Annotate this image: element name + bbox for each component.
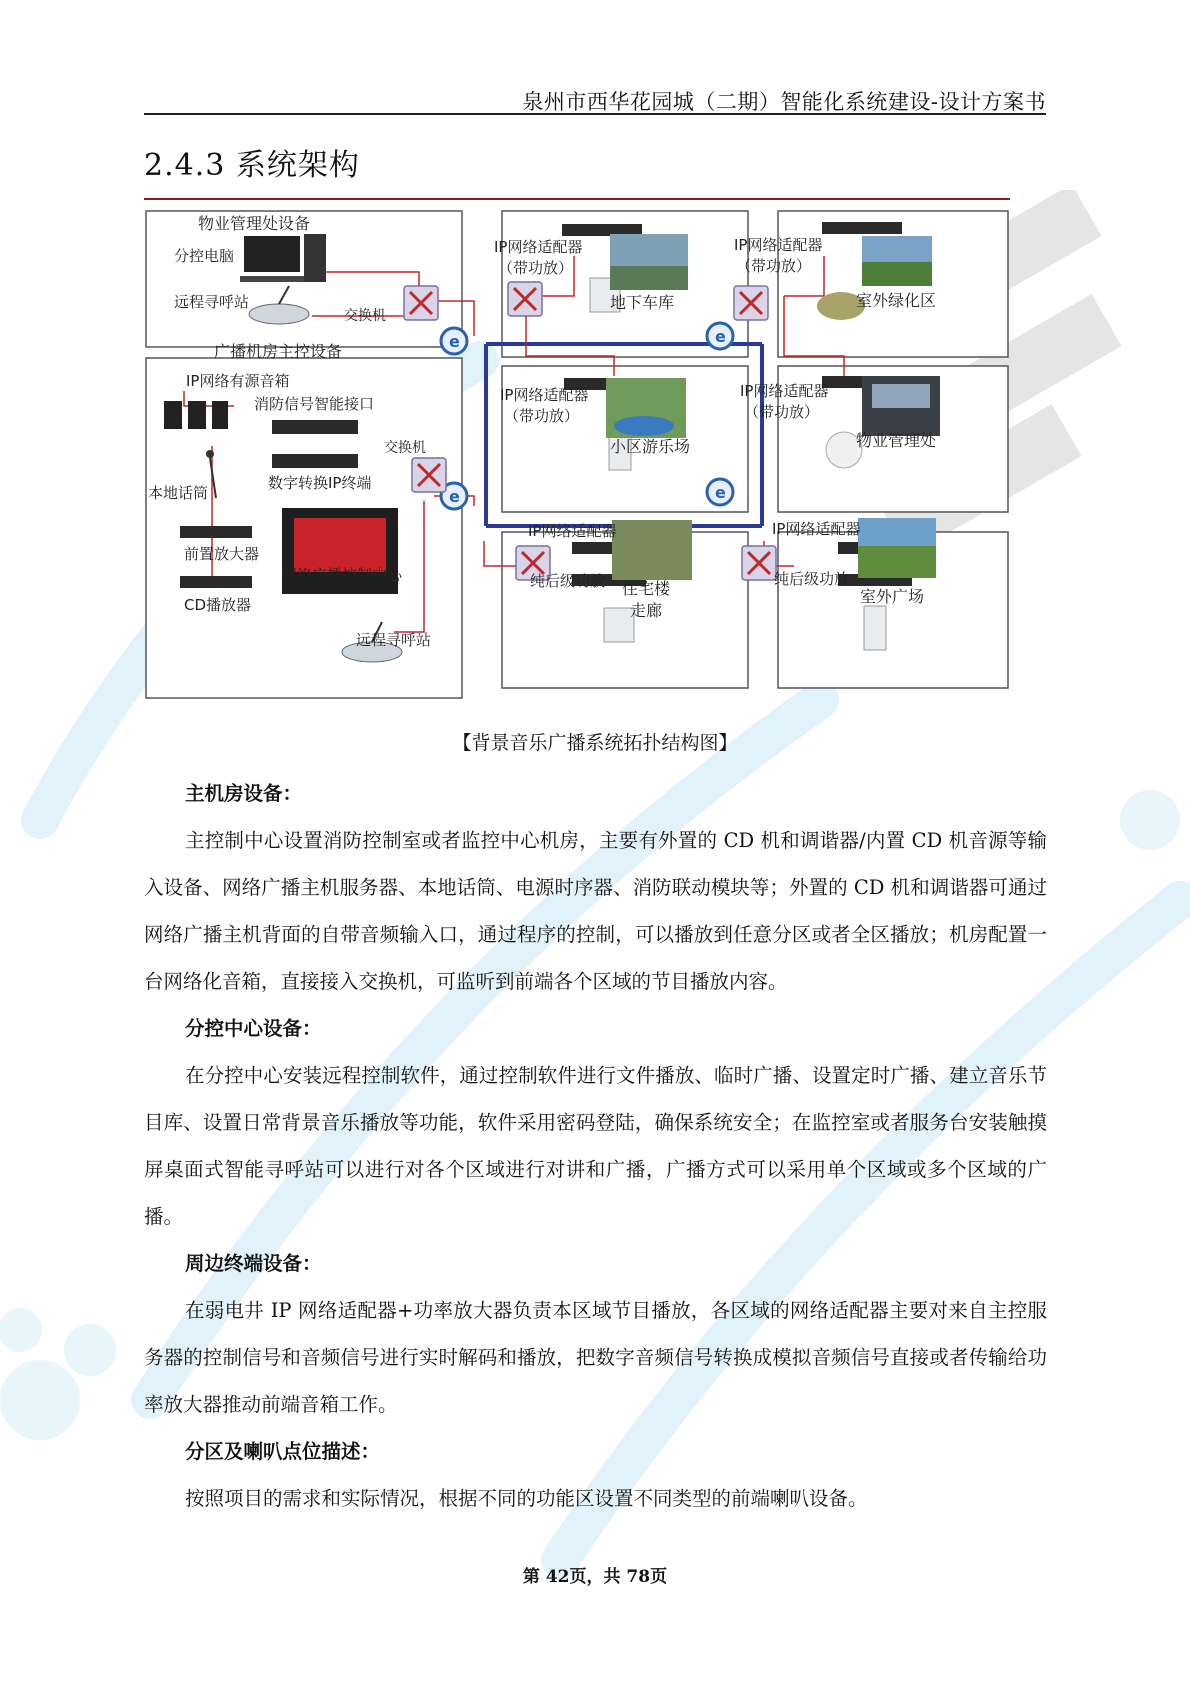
- cd-player-icon: [180, 576, 252, 588]
- switch-icon-4: [734, 286, 768, 320]
- branch-pc-label: 分控电脑: [174, 247, 235, 265]
- switch-icon-1: [404, 286, 438, 320]
- para-main-room: 主控制中心设置消防控制室或者监控中心机房，主要有外置的 CD 机和调谐器/内置 CD 机音源等输入设备、网络广播主机服务器、本地话筒、电源时序器、消防联动模块等；外置的 CD 机和调谐器可通过网络广播主机背面的自带音频输入口，通过程序的控制，可以播放到任意分区或者全区播放；机房配置一台网络化音箱，直接接入交换机，可监听到前端各个区域的节目播放内容。: [144, 829, 1047, 993]
- page-header: 泉州市西华花园城（二期）智能化系统建设-设计方案书: [522, 90, 1046, 114]
- switch-icon-3: [508, 282, 542, 316]
- page-number: 第 42页，共 78页: [522, 1567, 668, 1587]
- fire-interface-icon: [272, 420, 358, 434]
- adapter-label-green: IP网络适配器: [734, 236, 823, 254]
- switch-icon-2: [412, 458, 446, 492]
- zone-corridor-label-1: 住宅楼: [622, 579, 671, 598]
- adapter-label-corridor: IP网络适配器: [528, 522, 617, 540]
- preamp-icon: [180, 526, 252, 538]
- heading-main-room: 主机房设备：: [185, 782, 303, 805]
- heading-zones: 分区及喇叭点位描述：: [185, 1440, 381, 1463]
- svg-text:e: e: [715, 483, 726, 502]
- fire-interface-label: 消防信号智能接口: [254, 395, 375, 413]
- zone-property-label: 物业管理处: [856, 431, 937, 450]
- property-office-title: 物业管理处设备: [198, 214, 311, 233]
- svg-text:e: e: [449, 487, 460, 506]
- network-hub-icon-3: [707, 323, 733, 349]
- zone-garage-label: 地下车库: [610, 293, 675, 312]
- adapter-sub-playground: （带功放）: [504, 407, 580, 425]
- local-mic-label: 本地话筒: [148, 484, 209, 502]
- switch-label-2: 交换机: [384, 440, 426, 456]
- network-hub-icon-4: [707, 479, 733, 505]
- zone-plaza-label: 室外广场: [860, 587, 925, 606]
- remote-paging-label-1: 远程寻呼站: [174, 293, 250, 311]
- adapter-label-playground: IP网络适配器: [500, 386, 589, 404]
- header-rule: [144, 113, 1046, 115]
- topology-figure: [144, 196, 1010, 706]
- svg-text:e: e: [449, 332, 460, 351]
- heading-branch: 分控中心设备：: [185, 1017, 322, 1040]
- zone-corridor-label-2: 走廊: [630, 601, 663, 620]
- network-hub-icon-1: [441, 328, 467, 354]
- ip-terminal-icon: [272, 454, 358, 468]
- svg-text:e: e: [715, 327, 726, 346]
- remote-paging-label-2: 远程寻呼站: [356, 631, 432, 649]
- ip-speaker-label: IP网络有源音箱: [186, 372, 290, 390]
- adapter-label-plaza: IP网络适配器: [772, 520, 861, 538]
- garage-photo: [610, 234, 688, 290]
- corridor-photo: [612, 520, 692, 580]
- green-photo: [862, 236, 932, 286]
- playground-photo: [606, 378, 686, 438]
- section-title: 2.4.3 系统架构: [144, 148, 360, 183]
- body-content: [144, 770, 1047, 1522]
- zone-green-label: 室外绿化区: [856, 291, 937, 310]
- adapter-sub-garage: （带功放）: [498, 259, 574, 277]
- control-room-title: 广播机房主控设备: [214, 342, 343, 361]
- para-branch: 在分控中心安装远程控制软件，通过控制软件进行文件播放、临时广播、设置定时广播、建立音乐节目库、设置日常背景音乐播放等功能，软件采用密码登陆，确保系统安全；在监控室或者服务台安装触摸屏桌面式智能寻呼站可以进行对各个区域进行对讲和广播，广播方式可以采用单个区域或多个区域的广播。: [144, 1064, 1047, 1228]
- adapter-sub-property: （带功放）: [744, 403, 820, 421]
- para-terminal: 在弱电井 IP 网络适配器+功率放大器负责本区域节目播放，各区域的网络适配器主要对来自主控服务器的控制信号和音频信号进行实时解码和播放，把数字音频信号转换成模拟音频信号直接或者传输给功率放大器推动前端音箱工作。: [144, 1299, 1047, 1416]
- preamp-label: 前置放大器: [184, 545, 260, 563]
- cd-player-label: CD播放器: [184, 596, 252, 614]
- property-photo: [862, 376, 940, 436]
- figure-caption: 【背景音乐广播系统拓扑结构图】: [452, 732, 738, 754]
- adapter-label-property: IP网络适配器: [740, 382, 829, 400]
- ip-terminal-label: 数字转换IP终端: [268, 474, 372, 492]
- pure-amp-label-corridor: 纯后级功放: [530, 572, 606, 590]
- pure-amp-label-plaza: 纯后级功放: [774, 570, 850, 588]
- column-speaker-icon-2: [864, 606, 886, 650]
- plaza-photo: [858, 518, 936, 578]
- network-center-label: 网络广播控制中心: [282, 566, 403, 584]
- switch-label-1: 交换机: [344, 308, 386, 324]
- adapter-label-garage: IP网络适配器: [494, 238, 583, 256]
- para-zones: 按照项目的需求和实际情况，根据不同的功能区设置不同类型的前端喇叭设备。: [185, 1487, 868, 1510]
- switch-icon-6: [742, 546, 776, 580]
- zone-playground-label: 小区游乐场: [610, 437, 691, 456]
- active-speaker-icon: [164, 401, 228, 429]
- heading-terminal: 周边终端设备：: [185, 1252, 322, 1275]
- adapter-sub-green: （带功放）: [736, 257, 812, 275]
